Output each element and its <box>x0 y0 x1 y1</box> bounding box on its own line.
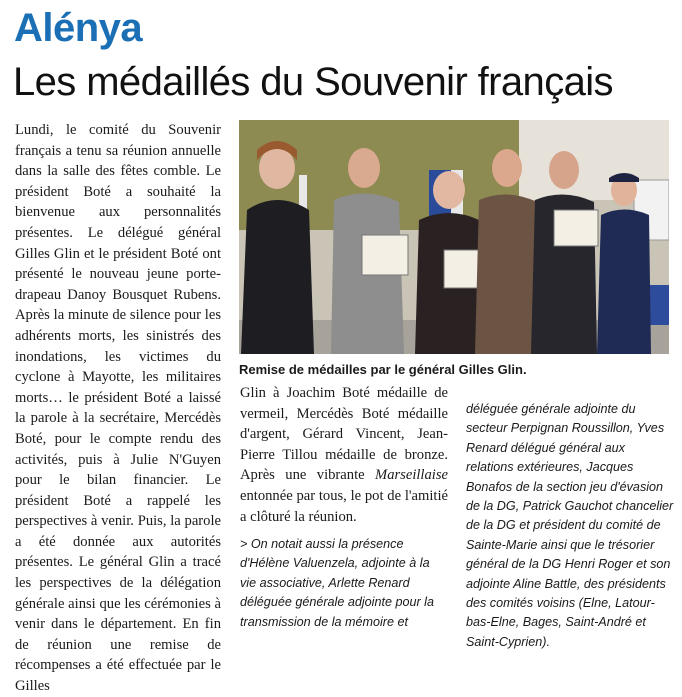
photo-caption: Remise de médailles par le général Gilles Glin. <box>239 362 527 377</box>
column-2-text-b: entonnée par tous, le pot de l'amitié a clôturé la réunion. <box>240 487 448 525</box>
article-column-1: Lundi, le comité du Souvenir français a tenu sa réunion annuelle dans la salle des fêtes comble. Le président Boté a souhaité la bienvenue aux personnalités présentes. Le délégué général Gilles Glin et le président Boté ont présenté le nouveau jeune porte-drapeau Danoy Bousquet Rubens. Après la minute de silence pour les adhérents morts, les sinistrés des inondations, les victimes du cyclone à Mayotte, les militaires morts… le président Boté a laissé la parole à la secrétaire, Mercédès Boté, pour le compte rendu des activités, puis à Julie N'Guyen pour le bilan financier. Le président Boté a rappelé les perspectives à venir. Puis, la parole a été donnée aux autorités présentes. Le général Glin a tracé les perspectives de la délégation générale ainsi que les cérémonies à venir dans le département. En fin de réunion une remise de récompenses a été effectuée par le Gilles <box>15 122 221 695</box>
article-column-2 <box>240 383 448 527</box>
article-column-3: déléguée générale adjointe du secteur Perpignan Roussillon, Yves Renard délégué général aux relations extérieures, Jacques Bonafos de la section jeu d'évasion de la DG, Patrick Gauchot chancelier de la DG et président du comité de Sainte-Marie ainsi que le trésorier général de la DG Henri Roger et son adjointe Aline Battle, des présidents des comités voisins (Elne, Latour-bas-Elne, Bages, Saint-André et Saint-Cyprien). <box>466 402 674 649</box>
section-kicker: Alénya <box>14 6 143 50</box>
article-note: > On notait aussi la présence d'Hélène Valuenzela, adjointe à la vie associative, Arlette Renard déléguée générale adjointe pour la transmission de la mémoire et <box>240 537 434 629</box>
column-2-text-a: Glin à Joachim Boté médaille de vermeil, Mercédès Boté médaille d'argent, Gérard Vincent, Jean-Pierre Tillou médaille de bronze. Après une vibrante <box>240 385 448 484</box>
column-2-italic: Marseillaise <box>375 467 448 484</box>
article-photo <box>239 120 669 354</box>
page-title: Les médaillés du Souvenir français <box>13 60 613 104</box>
